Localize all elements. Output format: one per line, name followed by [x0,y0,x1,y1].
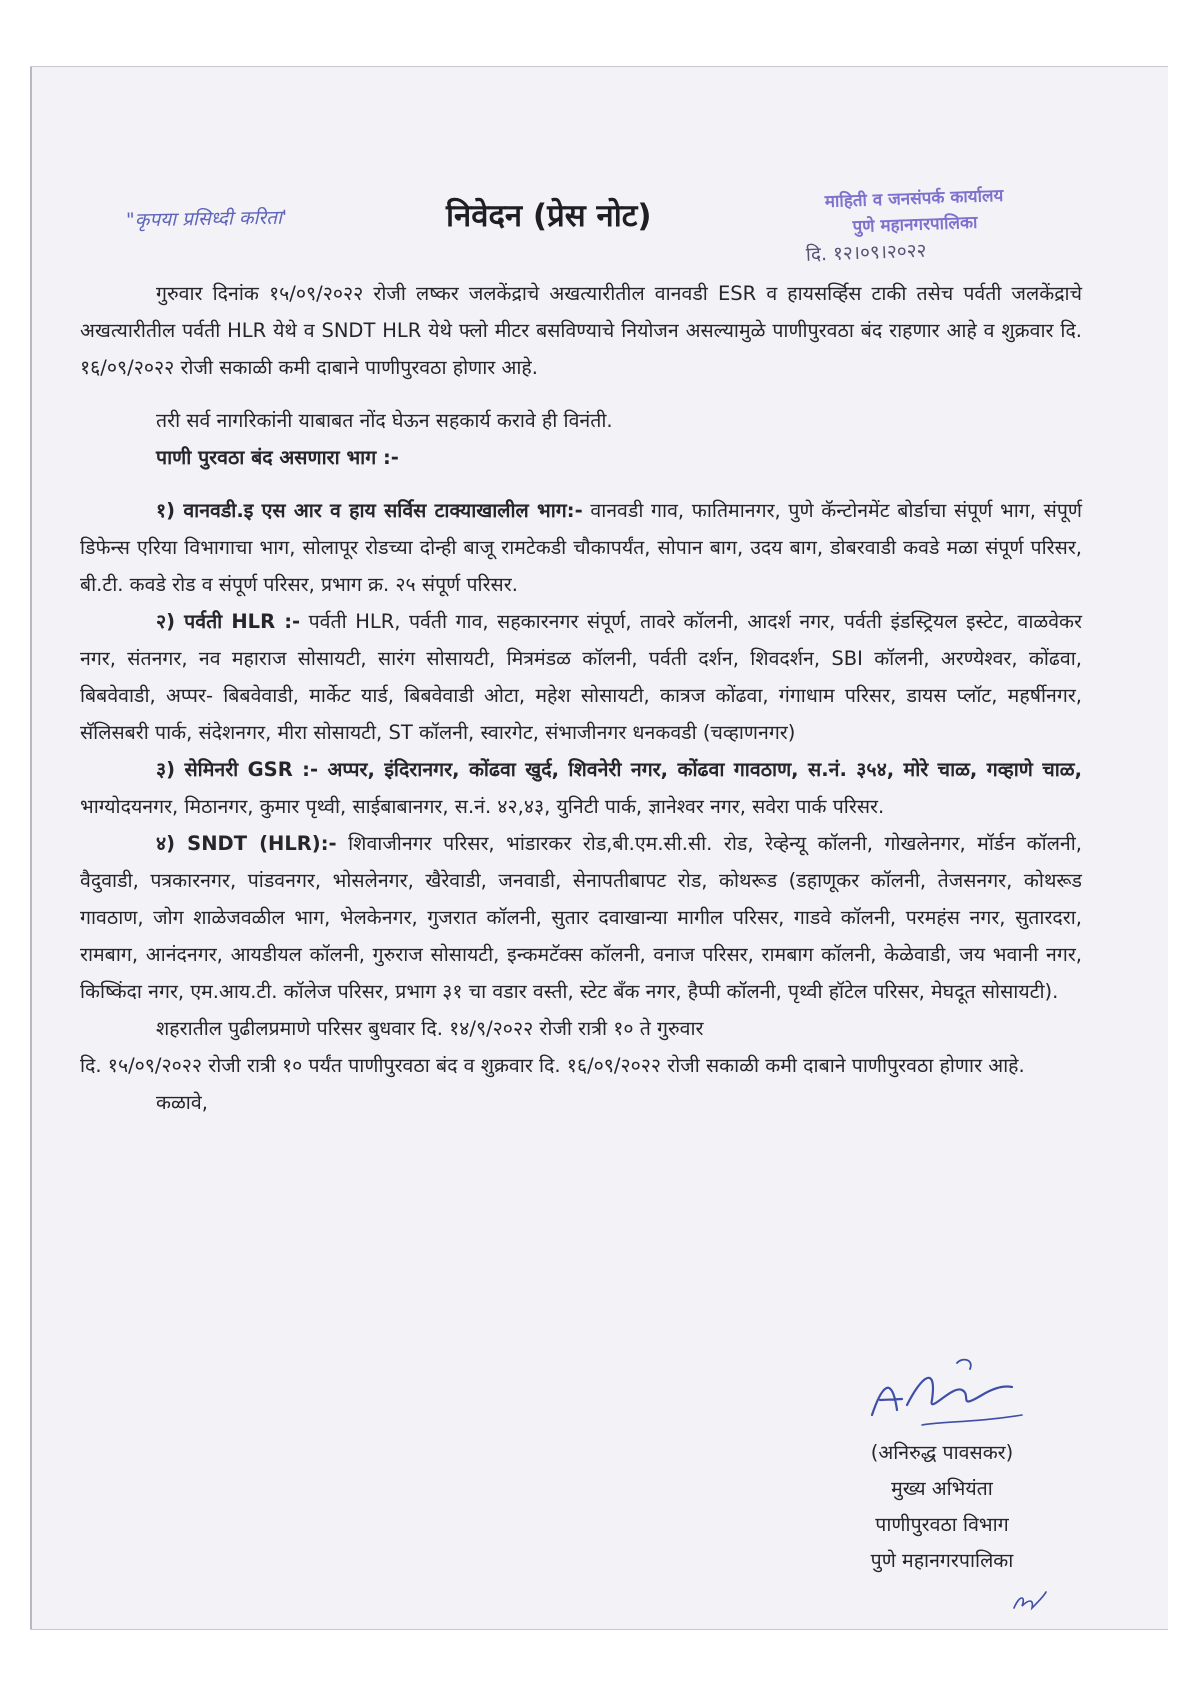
request-paragraph: तरी सर्व नागरिकांनी याबाबत नोंद घेऊन सहकार्य करावे ही विनंती. [156,409,613,432]
affected-area-3 [80,751,1082,825]
schedule-paragraph-line-1: शहरातील पुढीलप्रमाणे परिसर बुधवार दि. १४/९/२०२२ रोजी रात्री १० ते गुरुवार [156,1017,704,1040]
affected-areas-heading: पाणी पुरवठा बंद असणारा भाग :- [156,446,399,469]
signatory-department: पाणीपुरवठा विभाग [875,1513,1009,1536]
area-4-list: शिवाजीनगर परिसर, भांडारकर रोड,बी.एम.सी.सी. रोड, रेव्हेन्यू कॉलनी, गोखलेनगर, मॉर्डन कॉलनी, वैदुवाडी, पत्रकारनगर, पांडवनगर, भोसलेनगर, खैरेवाडी, जनवाडी, सेनापतीबापट रोड, कोथरूड (डहाणूकर कॉलनी, तेजसनगर, कोथरूड गावठाण, जोग शाळेजवळील भाग, भेलकेनगर, गुजरात कॉलनी, सुतार दवाखान्या मागील परिसर, गाडवे कॉलनी, परमहंस नगर, सुतारदरा, रामबाग, आनंदनगर, आयडीयल कॉलनी, गुरुराज सोसायटी, इन्कमटॅक्स कॉलनी, वनाज परिसर, रामबाग कॉलनी, केळेवाडी, जय भवानी नगर, किष्किंदा नगर, एम.आय.टी. कॉलेज परिसर, प्रभाग ३१ चा वडार वस्ती, स्टेट बँक नगर, हैप्पी कॉलनी, पृथ्वी हॉटेल परिसर, मेघदूत सोसायटी). [80,832,1082,1003]
intro-paragraph: गुरुवार दिनांक १५/०९/२०२२ रोजी लष्कर जलकेंद्राचे अखत्यारीतील वानवडी ESR व हायसर्व्हिस टाकी तसेच पर्वती जलकेंद्राचे अखत्यारीतील पर्वती HLR येथे व SNDT HLR येथे फ्लो मीटर बसविण्याचे नियोजन असल्यामुळे पाणीपुरवठा बंद राहणार आहे व शुक्रवार दि. १६/०९/२०२२ रोजी सकाळी कमी दाबाने पाणीपुरवठा होणार आहे. [80,282,1082,379]
handwritten-signature [862,1355,1042,1435]
schedule-paragraph-line-2: दि. १५/०९/२०२२ रोजी रात्री १० पर्यंत पाणीपुरवठा बंद व शुक्रवार दि. १६/०९/२०२२ रोजी सकाळी कमी दाबाने पाणीपुरवठा होणार आहे. [80,1054,1025,1077]
area-3-list-bold: अप्पर, इंदिरानगर, कोंढवा खुर्द, शिवनेरी नगर, कोंढवा गावठाण, स.नं. ३५४, मोरे चाळ, गव्हाणे चाळ, [318,758,1082,781]
affected-area-4 [80,825,1082,1010]
page-title: निवेदन (प्रेस नोट) [446,198,652,234]
initials-mark [1010,1586,1050,1616]
area-1-heading: १) वानवडी.इ एस आर व हाय सर्विस टाक्याखालील भाग:- [156,499,583,522]
press-note-body [80,275,1082,1121]
area-1-list: वानवडी गाव, फातिमानगर, पुणे कॅन्टोनमेंट बोर्डाचा संपूर्ण भाग, संपूर्ण डिफेन्स एरिया विभागाचा भाग, सोलापूर रोडच्या दोन्ही बाजू रामटेकडी चौकापर्यंत, सोपान बाग, उदय बाग, डोबरवाडी कवडे मळा संपूर्ण परिसर, बी.टी. कवडे रोड व संपूर्ण परिसर, प्रभाग क्र. २५ संपूर्ण परिसर. [80,499,1082,596]
affected-area-2 [80,603,1082,751]
area-4-heading: ४) SNDT (HLR):- [156,832,337,855]
signatory-organization: पुणे महानगरपालिका [870,1549,1014,1572]
stamp-line-2: पुणे महानगरपालिका [852,212,978,238]
area-2-heading: २) पर्वती HLR :- [156,610,301,633]
stamp-line-1: माहिती व जनसंपर्क कार्यालय [824,185,1004,213]
area-3-heading: ३) सेमिनरी GSR :- [156,758,319,781]
affected-area-1 [80,492,1082,603]
signatory-designation: मुख्य अभियंता [891,1477,993,1500]
closing-word: कळावे, [156,1091,208,1114]
signatory-block [832,1435,1052,1579]
area-2-list: पर्वती HLR, पर्वती गाव, सहकारनगर संपूर्ण, तावरे कॉलनी, आदर्श नगर, पर्वती इंडस्ट्रियल इस्टेट, वाळवेकर नगर, संतनगर, नव महाराज सोसायटी, सारंग सोसायटी, मित्रमंडळ कॉलनी, पर्वती दर्शन, शिवदर्शन, SBI कॉलनी, अरण्येश्वर, कोंढवा, बिबवेवाडी, अप्पर- बिबवेवाडी, मार्केट यार्ड, बिबवेवाडी ओटा, महेश सोसायटी, कात्रज कोंढवा, गंगाधाम परिसर, डायस प्लॉट, महर्षीनगर, सॅलिसबरी पार्क, संदेशनगर, मीरा सोसायटी, ST कॉलनी, स्वारगेट, संभाजीनगर धनकवडी (चव्हाणनगर) [80,610,1083,744]
stamp-date: दि. १२।०९।२०२२ [805,239,927,266]
area-3-list: भाग्योदयनगर, मिठानगर, कुमार पृथ्वी, साईबाबानगर, स.नं. ४२,४३, युनिटी पार्क, ज्ञानेश्वर नगर, सवेरा पार्क परिसर. [80,795,885,818]
signatory-name: (अनिरुद्ध पावसकर) [870,1441,1014,1464]
publication-request-note: "कृपया प्रसिध्दी करिता' [125,206,288,232]
office-stamp [764,181,1067,269]
